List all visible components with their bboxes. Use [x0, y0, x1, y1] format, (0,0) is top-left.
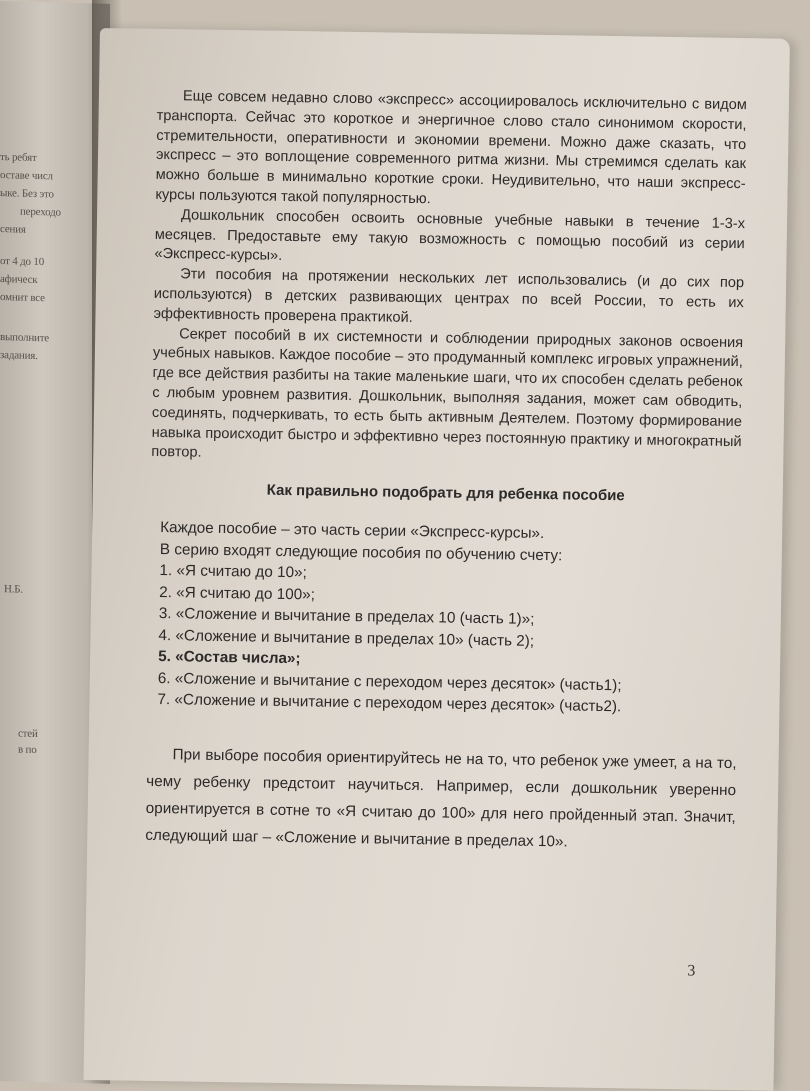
series-item: 4. «Сложение и вычитание в пределах 10» (часть 2);: [158, 626, 535, 650]
previous-page-fragment: оставе числ: [0, 169, 53, 183]
previous-page-fragment: ыке. Без это: [0, 187, 54, 201]
series-item: 6. «Сложение и вычитание с переходом через десяток» (часть1);: [157, 669, 622, 694]
section-heading: Как правильно подобрать для ребенка пособие: [266, 481, 625, 505]
intro-paragraph: Еще совсем недавно слово «экспресс» ассоциировалось исключительно с видом транспорта. Сейчас это короткое и энергичное слово стало синонимом скорости, стремительности, оперативности и экономии времени. Можно даже сказать, что экспресс – это воплощение современного ритма жизни. Мы стремимся сделать как можно больше в минимально короткие сроки. Неудивительно, что наши экспресс-курсы пользуются такой популярностью.: [155, 88, 747, 208]
series-item-current: 5. «Состав числа»;: [157, 648, 301, 668]
previous-page-fragment: задания.: [0, 349, 38, 363]
previous-page-fragment: Н.Б.: [4, 583, 23, 596]
previous-page-fragment: афическ: [0, 273, 38, 287]
previous-page-fragment: ть ребят: [0, 151, 37, 165]
series-item: 1. «Я считаю до 10»;: [159, 562, 307, 582]
previous-page-fragment: переходо: [20, 205, 61, 219]
series-intro-line: Каждое пособие – это часть серии «Экспресс-курсы».: [160, 519, 545, 543]
page-content: [145, 87, 747, 858]
intro-paragraph: Секрет пособий в их системности и соблюдении природных законов освоения учебных навыков. Каждое пособие – это продуманный комплекс игровых упражнений, где все действия разбиты на такие маленькие шаги, что их способен сделать ребенок с любым уровнем развития. Дошкольник, выполняя задания, может сам обводить, соединять, подчеркивать, то есть быть активным Деятелем. Поэтому формирование навыка происходит быстро и эффективно через постоянную практику и многократный повтор.: [151, 325, 744, 461]
series-list: [147, 517, 740, 720]
series-intro-line: В серию входят следующие пособия по обучению счету:: [159, 540, 563, 564]
series-item: 7. «Сложение и вычитание с переходом через десяток» (часть2).: [157, 691, 622, 716]
intro-section: [151, 87, 747, 472]
advice-section: [145, 740, 737, 857]
previous-page-fragment: стей: [18, 727, 38, 741]
page-number: 3: [687, 962, 696, 980]
series-item: 3. «Сложение и вычитание в пределах 10 (часть 1)»;: [158, 605, 535, 629]
previous-page-fragment: омнит все: [0, 291, 45, 305]
previous-page-fragment: в по: [18, 743, 37, 757]
previous-page-fragment: сения: [0, 223, 26, 236]
book-page: [83, 28, 789, 1091]
previous-page-fragment: от 4 до 10: [0, 255, 45, 269]
intro-paragraph: Эти пособия на протяжении нескольких лет использовались (и до сих пор используются) в детских развивающих центрах по всей России, то есть их эффективность проверена практикой.: [153, 266, 745, 326]
previous-page-fragment: выполните: [0, 331, 49, 345]
intro-paragraph: Дошкольник способен освоить основные учебные навыки в течение 1-3-х месяцев. Предоставьте ему такую возможность с помощью пособий из серии «Экспресс-курсы».: [154, 207, 746, 265]
series-item: 2. «Я считаю до 100»;: [159, 583, 316, 604]
advice-paragraph: При выборе пособия ориентируйтесь не на то, что ребенок уже умеет, а на то, чему ребенку предстоит научиться. Например, если дошкольник уверенно ориентируется в сотне то «Я считаю до 100» для него пройденный этап. Значит, следующий шаг – «Сложение и вычитание в пределах 10».: [145, 745, 737, 851]
